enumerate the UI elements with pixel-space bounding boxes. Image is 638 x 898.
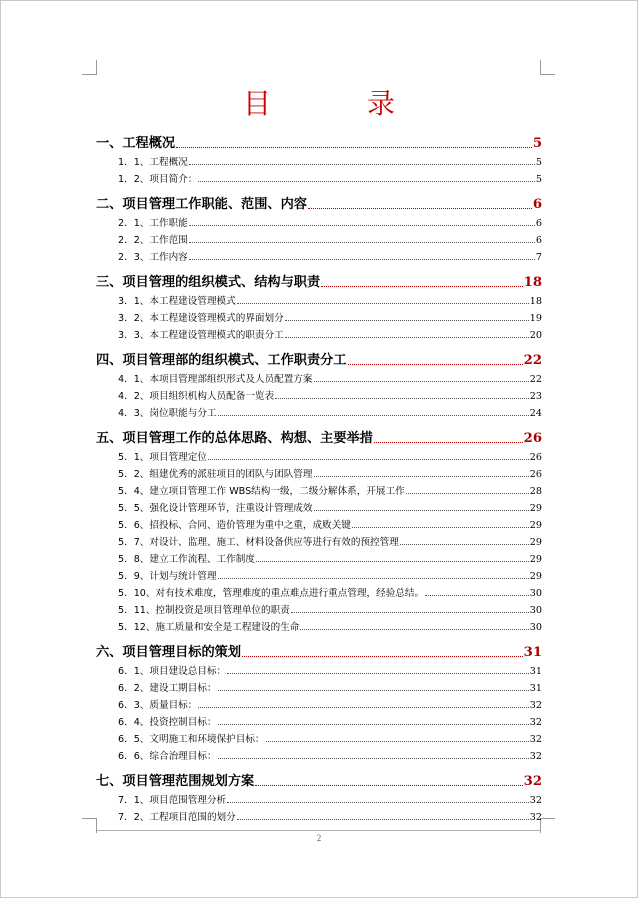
toc-dot-leader [218, 690, 529, 691]
toc-entry-title: 二、项目管理工作职能、范围、内容 [96, 197, 307, 212]
toc-section-entry[interactable] [96, 582, 542, 599]
toc-section-entry[interactable] [96, 745, 542, 762]
toc-entry-title: 5．9、计划与统计管理 [118, 571, 217, 582]
toc-dot-leader [218, 724, 529, 725]
toc-dot-leader [275, 398, 529, 399]
toc-dot-leader [208, 459, 529, 460]
toc-section-entry[interactable] [96, 402, 542, 419]
crop-mark-top-right [540, 60, 555, 75]
toc-entry-title: 6．4、投资控制目标： [118, 717, 217, 728]
toc-section-entry[interactable] [96, 660, 542, 677]
toc-dot-leader [218, 758, 529, 759]
toc-page-number: 30 [529, 588, 542, 599]
toc-entry-title: 5．10、对有技术难度，管理难度的重点难点进行重点管理，经验总结。 [118, 588, 425, 599]
toc-dot-leader [300, 629, 528, 630]
toc-page-number: 20 [529, 330, 542, 341]
toc-entry-title: 1．1、工程概况 [118, 157, 188, 168]
toc-section-entry[interactable] [96, 497, 542, 514]
toc-chapter-entry[interactable] [96, 128, 542, 151]
toc-entry-title: 7．1、项目范围管理分析 [118, 795, 227, 806]
toc-section-entry[interactable] [96, 480, 542, 497]
toc-dot-leader [189, 164, 535, 165]
crop-mark-bottom-right [540, 818, 555, 833]
toc-section-entry[interactable] [96, 789, 542, 806]
toc-entry-title: 5．8、建立工作流程、工作制度 [118, 554, 255, 565]
toc-page-number: 32 [529, 717, 542, 728]
footer-divider [97, 830, 541, 831]
toc-page-number: 32 [529, 734, 542, 745]
toc-page-number: 6 [535, 235, 542, 246]
toc-dot-leader [352, 527, 529, 528]
toc-page-number: 29 [529, 537, 542, 548]
toc-chapter-entry[interactable] [96, 423, 542, 446]
toc-section-entry[interactable] [96, 246, 542, 263]
toc-page-number: 26 [523, 431, 542, 446]
toc-page-number: 30 [529, 605, 542, 616]
toc-page-number: 5 [535, 157, 542, 168]
toc-page-number: 26 [529, 452, 542, 463]
toc-section-entry[interactable] [96, 368, 542, 385]
toc-dot-leader [308, 208, 532, 209]
toc-section-entry[interactable] [96, 463, 542, 480]
toc-dot-leader [176, 147, 532, 148]
toc-chapter-entry[interactable] [96, 267, 542, 290]
page-title: 目 录 [242, 87, 429, 120]
toc-entry-title: 2．2、工作范围 [118, 235, 188, 246]
toc-dot-leader [314, 476, 529, 477]
toc-page-number: 18 [529, 296, 542, 307]
toc-section-entry[interactable] [96, 290, 542, 307]
toc-dot-leader [189, 242, 535, 243]
toc-page-number: 22 [529, 374, 542, 385]
toc-entry-title: 六、项目管理目标的策划 [96, 645, 242, 660]
toc-dot-leader [189, 259, 535, 260]
toc-section-entry[interactable] [96, 565, 542, 582]
toc-dot-leader [285, 337, 529, 338]
toc-entry-title: 5．1、项目管理定位 [118, 452, 207, 463]
toc-page-number: 31 [529, 683, 542, 694]
toc-entry-title: 7．2、工程项目范围的划分 [118, 812, 236, 823]
toc-section-entry[interactable] [96, 514, 542, 531]
toc-page-number: 29 [529, 554, 542, 565]
toc-page-number: 29 [529, 571, 542, 582]
toc-entry-title: 5．2、组建优秀的派驻项目的团队与团队管理 [118, 469, 313, 480]
toc-dot-leader [314, 510, 529, 511]
toc-chapter-entry[interactable] [96, 766, 542, 789]
toc-page-number: 31 [529, 666, 542, 677]
toc-entry-title: 4．1、本项目管理部组织形式及人员配置方案 [118, 374, 313, 385]
toc-section-entry[interactable] [96, 531, 542, 548]
toc-dot-leader [198, 707, 528, 708]
toc-entry-title: 6．1、项目建设总目标： [118, 666, 227, 677]
toc-section-entry[interactable] [96, 728, 542, 745]
toc-entry-title: 6．2、建设工期目标： [118, 683, 217, 694]
toc-entry-title: 6．3、质量目标： [118, 700, 198, 711]
toc-dot-leader [189, 225, 535, 226]
toc-page-number: 29 [529, 520, 542, 531]
toc-page-number: 6 [532, 197, 542, 212]
toc-dot-leader [227, 802, 529, 803]
toc-page-number: 26 [529, 469, 542, 480]
toc-dot-leader [256, 561, 529, 562]
toc-section-entry[interactable] [96, 446, 542, 463]
toc-page-number: 32 [529, 795, 542, 806]
toc-section-entry[interactable] [96, 548, 542, 565]
toc-entry-title: 5．6、招投标、合同、造价管理为重中之重，成败关键 [118, 520, 351, 531]
toc-dot-leader [321, 286, 522, 287]
toc-page-number: 32 [523, 774, 542, 789]
toc-page-number: 32 [529, 812, 542, 823]
crop-mark-top-left [82, 60, 97, 75]
toc-chapter-entry[interactable] [96, 345, 542, 368]
toc-chapter-entry[interactable] [96, 637, 542, 660]
crop-mark-bottom-left [82, 818, 97, 833]
toc-page-number: 24 [529, 408, 542, 419]
toc-dot-leader [198, 181, 535, 182]
toc-dot-leader [374, 442, 523, 443]
toc-section-entry[interactable] [96, 307, 542, 324]
toc-dot-leader [266, 741, 529, 742]
toc-page-number: 7 [535, 252, 542, 263]
toc-page-number: 18 [523, 275, 542, 290]
toc-entry-title: 七、项目管理范围规划方案 [96, 774, 255, 789]
toc-section-entry[interactable] [96, 385, 542, 402]
toc-section-entry[interactable] [96, 212, 542, 229]
toc-entry-title: 6．6、综合治理目标： [118, 751, 217, 762]
toc-entry-title: 4．2、项目组织机构人员配备一览表 [118, 391, 275, 402]
toc-entry-title: 1．2、项目简介： [118, 174, 198, 185]
toc-dot-leader [237, 819, 529, 820]
toc-entry-title: 五、项目管理工作的总体思路、构想、主要举措 [96, 431, 373, 446]
toc-dot-leader [406, 493, 529, 494]
toc-page-number: 5 [535, 174, 542, 185]
toc-section-entry[interactable] [96, 677, 542, 694]
toc-entry-title: 三、项目管理的组织模式、结构与职责 [96, 275, 321, 290]
page-number: 2 [316, 833, 322, 843]
toc-page-number: 29 [529, 503, 542, 514]
toc-dot-leader [400, 544, 529, 545]
toc-entry-title: 一、工程概况 [96, 136, 176, 151]
toc-dot-leader [348, 364, 523, 365]
table-of-contents [96, 124, 542, 823]
toc-dot-leader [314, 381, 529, 382]
toc-section-entry[interactable] [96, 616, 542, 633]
toc-section-entry[interactable] [96, 711, 542, 728]
toc-page-number: 28 [529, 486, 542, 497]
toc-page-number: 5 [532, 136, 542, 151]
toc-entry-title: 3．2、本工程建设管理模式的界面划分 [118, 313, 284, 324]
toc-entry-title: 5．11、控制投资是项目管理单位的职责 [118, 605, 290, 616]
toc-entry-title: 2．1、工作职能 [118, 218, 188, 229]
toc-section-entry[interactable] [96, 229, 542, 246]
toc-page-number: 6 [535, 218, 542, 229]
toc-entry-title: 5．7、对设计、监理、施工、材料设备供应等进行有效的预控管理 [118, 537, 399, 548]
toc-dot-leader [285, 320, 529, 321]
toc-dot-leader [291, 612, 529, 613]
toc-entry-title: 6．5、文明施工和环境保护目标： [118, 734, 265, 745]
toc-entry-title: 5．12、施工质量和安全是工程建设的生命 [118, 622, 300, 633]
toc-entry-title: 4．3、岗位职能与分工 [118, 408, 217, 419]
toc-section-entry[interactable] [96, 151, 542, 168]
toc-page-number: 32 [529, 700, 542, 711]
toc-section-entry[interactable] [96, 324, 542, 341]
toc-section-entry[interactable] [96, 806, 542, 823]
toc-entry-title: 5．4、建立项目管理工作 WBS结构一级，二级分解体系，开展工作 [118, 486, 405, 497]
toc-entry-title: 3．1、本工程建设管理模式 [118, 296, 236, 307]
toc-dot-leader [425, 595, 529, 596]
toc-dot-leader [227, 673, 529, 674]
toc-page-number: 23 [529, 391, 542, 402]
toc-dot-leader [242, 656, 523, 657]
toc-page-number: 32 [529, 751, 542, 762]
toc-page-number: 22 [523, 353, 542, 368]
toc-page-number: 30 [529, 622, 542, 633]
toc-dot-leader [237, 303, 529, 304]
toc-entry-title: 5．5、强化设计管理环节，注重设计管理成效 [118, 503, 313, 514]
toc-entry-title: 四、项目管理部的组织模式、工作职责分工 [96, 353, 347, 368]
toc-section-entry[interactable] [96, 168, 542, 185]
toc-section-entry[interactable] [96, 694, 542, 711]
toc-dot-leader [218, 578, 529, 579]
toc-page-number: 19 [529, 313, 542, 324]
toc-section-entry[interactable] [96, 599, 542, 616]
toc-entry-title: 3．3、本工程建设管理模式的职责分工 [118, 330, 284, 341]
toc-page-number: 31 [523, 645, 542, 660]
toc-dot-leader [255, 785, 522, 786]
toc-dot-leader [218, 415, 529, 416]
toc-entry-title: 2．3、工作内容 [118, 252, 188, 263]
toc-chapter-entry[interactable] [96, 189, 542, 212]
